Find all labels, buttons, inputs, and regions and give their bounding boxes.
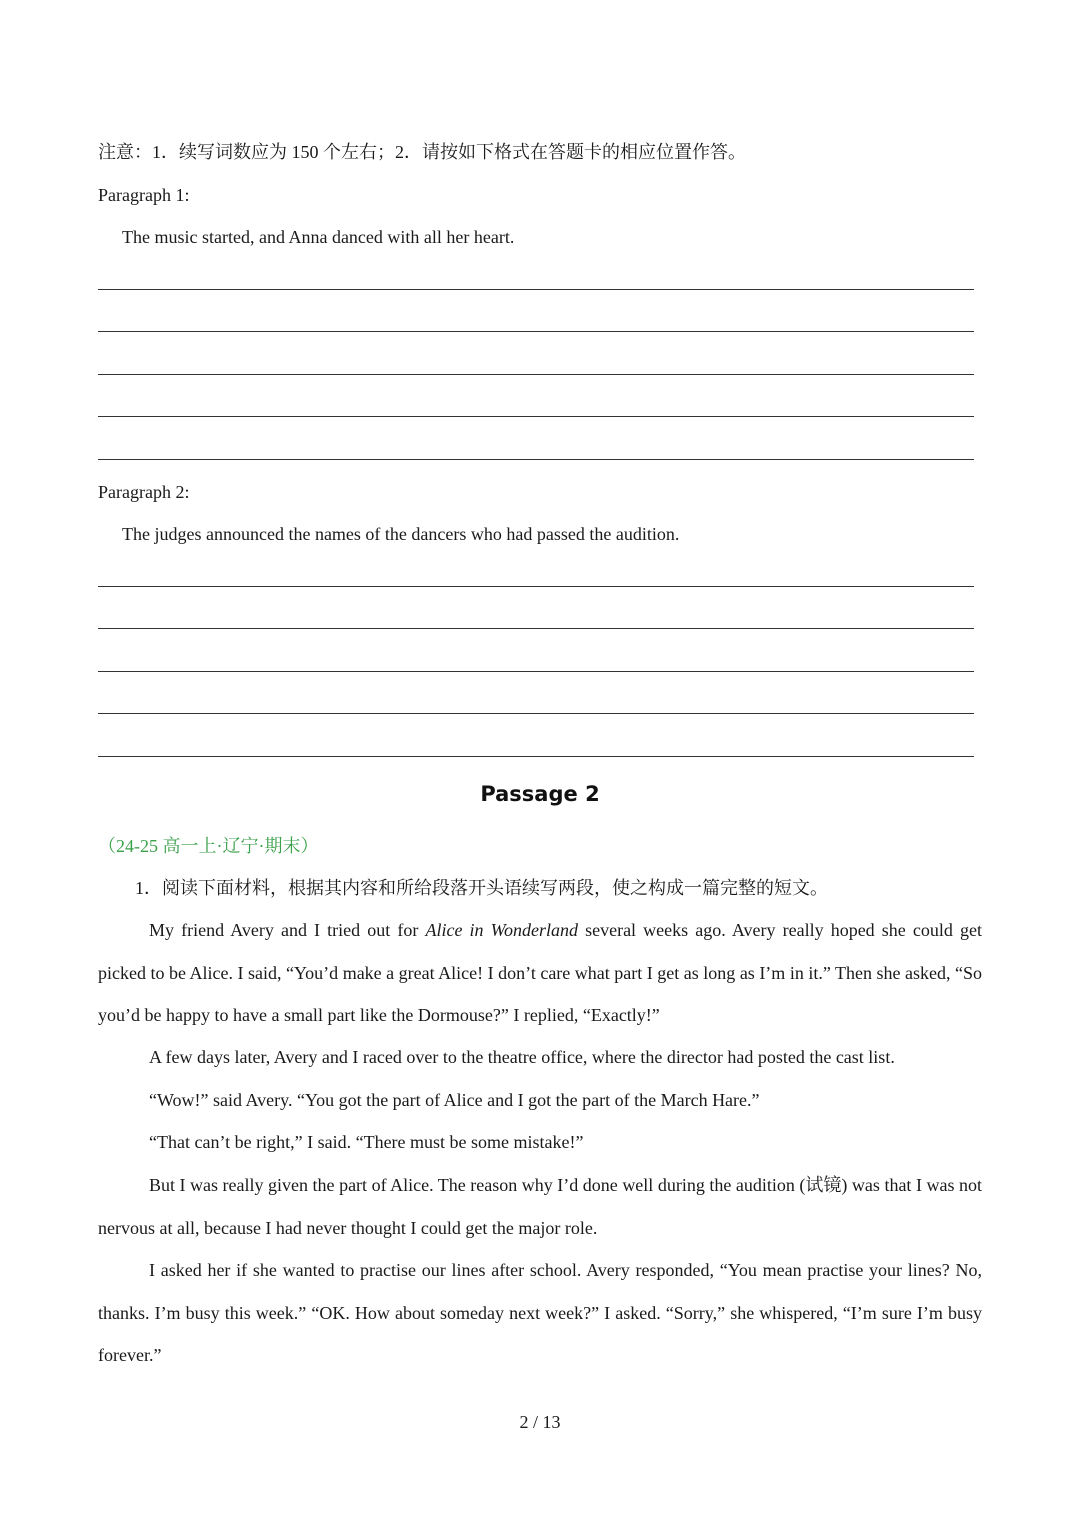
answer-line[interactable]	[98, 713, 974, 714]
answer-line[interactable]	[98, 459, 974, 460]
paragraph2-opening: The judges announced the names of the dancers who had passed the audition.	[122, 524, 680, 544]
answer-line[interactable]	[98, 374, 974, 375]
answer-line[interactable]	[98, 331, 974, 332]
passage-paragraph-4: “That can’t be right,” I said. “There must be some mistake!”	[149, 1132, 584, 1152]
answer-line[interactable]	[98, 671, 974, 672]
paragraph2-label: Paragraph 2:	[98, 482, 190, 502]
passage-paragraph-1: My friend Avery and I tried out for Alice in Wonderland several weeks ago. Avery really hoped she could get picked to be Alice. I said, “You’d make a great Alice! I don’t care what part I get as long as I’m in it.” Then she asked, “So you’d be happy to have a small part like the Dormouse?” I replied, “Exactly!”	[98, 920, 982, 1025]
answer-line[interactable]	[98, 628, 974, 629]
paragraph1-label: Paragraph 1:	[98, 185, 190, 205]
notice-text: 注意：1．续写词数应为 150 个左右；2．请按如下格式在答题卡的相应位置作答。	[98, 142, 746, 162]
page-number: 2 / 13	[519, 1412, 561, 1432]
answer-line[interactable]	[98, 586, 974, 587]
passage-heading: Passage 2	[480, 782, 600, 806]
passage-paragraph-6: I asked her if she wanted to practise our lines after school. Avery responded, “You mean practise your lines? No, thanks. I’m busy this week.” “OK. How about someday next week?” I asked. “Sorry,” she whispered, “I’m sure I’m busy forever.”	[98, 1260, 982, 1365]
passage-instruction: 1．阅读下面材料，根据其内容和所给段落开头语续写两段，使之构成一篇完整的短文。	[135, 878, 828, 898]
passage-paragraph-2: A few days later, Avery and I raced over to the theatre office, where the director had posted the cast list.	[149, 1047, 895, 1067]
passage-source: （24-25 高一上·辽宁·期末）	[98, 836, 319, 856]
answer-line[interactable]	[98, 756, 974, 757]
answer-line[interactable]	[98, 416, 974, 417]
answer-line[interactable]	[98, 289, 974, 290]
passage-paragraph-5: But I was really given the part of Alice. The reason why I’d done well during the audition (试镜) was that I was not nervous at all, because I had never thought I could get the major role.	[98, 1175, 982, 1238]
paragraph1-opening: The music started, and Anna danced with all her heart.	[122, 227, 515, 247]
book-title: Alice in Wonderland	[425, 920, 578, 940]
passage-paragraph-3: “Wow!” said Avery. “You got the part of Alice and I got the part of the March Hare.”	[149, 1090, 760, 1110]
